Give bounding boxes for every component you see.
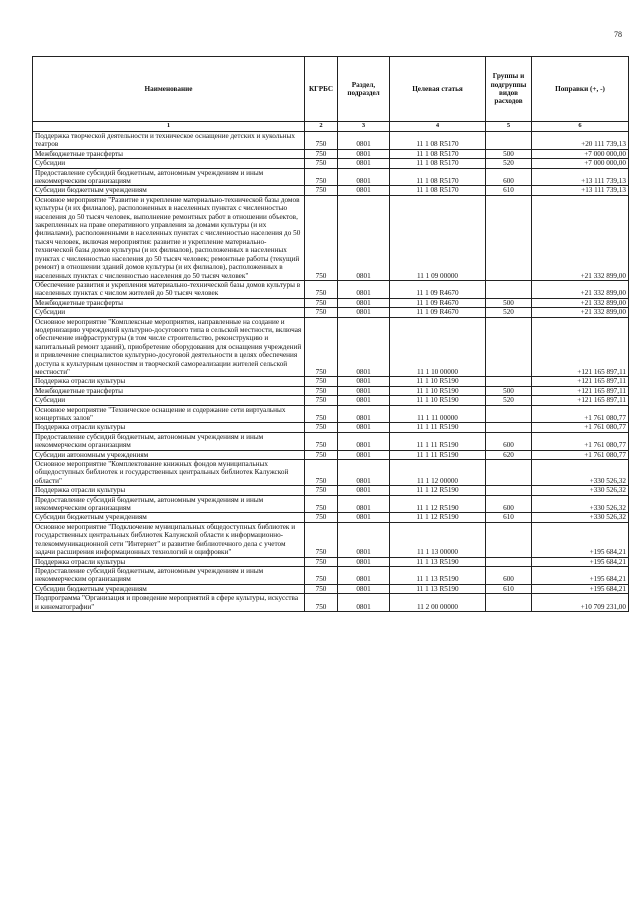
row-group: 610	[486, 513, 532, 522]
row-target: 11 1 12 R5190	[390, 513, 486, 522]
table-row	[33, 566, 629, 584]
row-target: 11 1 08 R5170	[390, 186, 486, 195]
row-kgrbs: 750	[305, 168, 338, 186]
row-amount: +195 684,21	[532, 584, 629, 593]
row-kgrbs: 750	[305, 386, 338, 395]
table-row	[33, 486, 629, 495]
row-amount: +21 332 899,00	[532, 195, 629, 280]
row-section: 0801	[338, 396, 390, 405]
col-number: 3	[338, 122, 390, 132]
row-amount: +195 684,21	[532, 557, 629, 566]
row-group: 610	[486, 186, 532, 195]
table-row	[33, 377, 629, 386]
row-group	[486, 405, 532, 423]
row-group	[486, 423, 532, 432]
table-row	[33, 594, 629, 612]
table-row	[33, 522, 629, 557]
row-section: 0801	[338, 450, 390, 459]
row-name: Субсидии бюджетным учреждениям	[33, 584, 305, 593]
row-kgrbs: 750	[305, 298, 338, 307]
row-section: 0801	[338, 280, 390, 298]
row-group: 600	[486, 495, 532, 513]
row-group: 520	[486, 396, 532, 405]
table-row	[33, 195, 629, 280]
col-number: 6	[532, 122, 629, 132]
row-amount: +13 111 739,13	[532, 186, 629, 195]
row-target: 11 1 08 R5170	[390, 149, 486, 158]
row-amount: +195 684,21	[532, 566, 629, 584]
row-section: 0801	[338, 566, 390, 584]
row-kgrbs: 750	[305, 566, 338, 584]
row-kgrbs: 750	[305, 450, 338, 459]
row-kgrbs: 750	[305, 594, 338, 612]
row-kgrbs: 750	[305, 432, 338, 450]
row-section: 0801	[338, 195, 390, 280]
table-row	[33, 557, 629, 566]
row-section: 0801	[338, 377, 390, 386]
table-row	[33, 159, 629, 168]
row-kgrbs: 750	[305, 195, 338, 280]
header-amendments: Поправки (+, -)	[532, 57, 629, 122]
row-amount: +330 526,32	[532, 460, 629, 486]
row-section: 0801	[338, 557, 390, 566]
row-name: Субсидии бюджетным учреждениям	[33, 513, 305, 522]
row-amount: +121 165 897,11	[532, 377, 629, 386]
row-group: 620	[486, 450, 532, 459]
table-row	[33, 495, 629, 513]
row-name: Основное мероприятие "Комплексные мероприятия, направленные на создание и модернизацию учреждений культурно-досугового типа в сельской местности, включая обеспечение инфраструктуры (в том числе строительство, реконструкцию и капитальный ремонт зданий), приобретение оборудования для оснащения учреждений и привлечение специалистов культурно-досуговой деятельности в целях обеспечения доступа к культурным ценностям и творческой самореализации жителей сельской местности"	[33, 317, 305, 377]
column-numbers-row	[33, 122, 629, 132]
row-group	[486, 486, 532, 495]
row-kgrbs: 750	[305, 584, 338, 593]
row-section: 0801	[338, 186, 390, 195]
row-amount: +330 526,32	[532, 495, 629, 513]
row-amount: +10 709 231,00	[532, 594, 629, 612]
table-row	[33, 405, 629, 423]
header-target: Целевая статья	[390, 57, 486, 122]
row-kgrbs: 750	[305, 317, 338, 377]
row-section: 0801	[338, 584, 390, 593]
row-group	[486, 460, 532, 486]
table-row	[33, 396, 629, 405]
row-name: Основное мероприятие "Комплектование книжных фондов муниципальных общедоступных библиотек и государственных центральных библиотек Калужской области"	[33, 460, 305, 486]
table-row	[33, 186, 629, 195]
col-number: 5	[486, 122, 532, 132]
row-target: 11 1 11 R5190	[390, 450, 486, 459]
row-name: Основное мероприятие "Развитие и укрепление материально-технической базы домов культуры (и их филиалов), расположенных в населенных пунктах с численностью населения до 50 тысяч человек, выполнение ремонтных работ в отношении объектов, закрепленных на праве оперативного управления за домами культуры (и их филиалами), расположенными в населенных пунктах с численностью населения до 50 тысяч человек, включая мероприятия: развитие и укрепление материально-технической базы домов культуры (и их филиалов), расположенных в населенных пунктах с численностью населения до 50 тысяч человек; ремонтные работы (текущий ремонт) в отношении зданий домов культуры (и их филиалов), расположенных в населенных пунктах с численностью населения до 50 тысяч человек"	[33, 195, 305, 280]
row-target: 11 1 10 R5190	[390, 377, 486, 386]
row-group: 610	[486, 584, 532, 593]
row-section: 0801	[338, 317, 390, 377]
row-kgrbs: 750	[305, 423, 338, 432]
row-group: 520	[486, 159, 532, 168]
row-section: 0801	[338, 405, 390, 423]
col-number: 1	[33, 122, 305, 132]
row-section: 0801	[338, 513, 390, 522]
table-row	[33, 132, 629, 150]
row-amount: +121 165 897,11	[532, 317, 629, 377]
row-section: 0801	[338, 159, 390, 168]
header-kgrbs: КГРБС	[305, 57, 338, 122]
row-group: 500	[486, 298, 532, 307]
row-kgrbs: 750	[305, 405, 338, 423]
row-target: 11 1 10 R5190	[390, 396, 486, 405]
row-section: 0801	[338, 423, 390, 432]
table-row	[33, 386, 629, 395]
row-group: 600	[486, 168, 532, 186]
row-kgrbs: 750	[305, 513, 338, 522]
table-row	[33, 513, 629, 522]
row-group	[486, 280, 532, 298]
row-section: 0801	[338, 168, 390, 186]
row-amount: +121 165 897,11	[532, 386, 629, 395]
row-amount: +20 111 739,13	[532, 132, 629, 150]
row-amount: +7 000 000,00	[532, 149, 629, 158]
row-name: Поддержка творческой деятельности и техническое оснащение детских и кукольных театров	[33, 132, 305, 150]
row-name: Межбюджетные трансферты	[33, 298, 305, 307]
row-target: 11 1 11 R5190	[390, 432, 486, 450]
row-name: Предоставление субсидий бюджетным, автономным учреждениям и иным некоммерческим организациям	[33, 432, 305, 450]
row-kgrbs: 750	[305, 460, 338, 486]
row-kgrbs: 750	[305, 557, 338, 566]
row-target: 11 1 08 R5170	[390, 132, 486, 150]
row-name: Предоставление субсидий бюджетным, автономным учреждениям и иным некоммерческим организациям	[33, 495, 305, 513]
row-group	[486, 132, 532, 150]
row-name: Межбюджетные трансферты	[33, 386, 305, 395]
row-name: Субсидии автономным учреждениям	[33, 450, 305, 459]
row-kgrbs: 750	[305, 377, 338, 386]
col-number: 4	[390, 122, 486, 132]
header-name: Наименование	[33, 57, 305, 122]
row-target: 11 1 12 R5190	[390, 486, 486, 495]
row-name: Субсидии	[33, 159, 305, 168]
row-target: 11 1 09 00000	[390, 195, 486, 280]
row-name: Поддержка отрасли культуры	[33, 423, 305, 432]
row-name: Субсидии	[33, 396, 305, 405]
row-target: 11 1 10 00000	[390, 317, 486, 377]
row-amount: +121 165 897,11	[532, 396, 629, 405]
table-body	[33, 132, 629, 612]
budget-table	[32, 56, 629, 612]
row-section: 0801	[338, 495, 390, 513]
row-kgrbs: 750	[305, 132, 338, 150]
row-group	[486, 195, 532, 280]
row-group: 500	[486, 149, 532, 158]
row-target: 11 1 12 00000	[390, 460, 486, 486]
row-section: 0801	[338, 486, 390, 495]
row-kgrbs: 750	[305, 396, 338, 405]
row-group: 520	[486, 308, 532, 317]
row-section: 0801	[338, 386, 390, 395]
row-kgrbs: 750	[305, 186, 338, 195]
row-group: 500	[486, 386, 532, 395]
row-amount: +330 526,32	[532, 513, 629, 522]
row-target: 11 1 13 R5190	[390, 584, 486, 593]
row-amount: +21 332 899,00	[532, 280, 629, 298]
row-section: 0801	[338, 298, 390, 307]
row-amount: +1 761 080,77	[532, 405, 629, 423]
row-kgrbs: 750	[305, 522, 338, 557]
row-group	[486, 557, 532, 566]
row-target: 11 1 09 R4670	[390, 308, 486, 317]
row-amount: +195 684,21	[532, 522, 629, 557]
table-row	[33, 450, 629, 459]
row-section: 0801	[338, 132, 390, 150]
row-target: 11 1 12 R5190	[390, 495, 486, 513]
row-amount: +1 761 080,77	[532, 423, 629, 432]
row-group	[486, 594, 532, 612]
header-section: Раздел, подраздел	[338, 57, 390, 122]
row-name: Поддержка отрасли культуры	[33, 377, 305, 386]
row-group	[486, 317, 532, 377]
table-row	[33, 423, 629, 432]
page-number: 78	[614, 30, 622, 39]
row-name: Подпрограмма "Организация и проведение мероприятий в сфере культуры, искусства и кинематографии"	[33, 594, 305, 612]
row-target: 11 1 13 00000	[390, 522, 486, 557]
table-row	[33, 280, 629, 298]
table-row	[33, 584, 629, 593]
row-target: 11 2 00 00000	[390, 594, 486, 612]
row-amount: +13 111 739,13	[532, 168, 629, 186]
row-target: 11 1 11 R5190	[390, 423, 486, 432]
row-section: 0801	[338, 594, 390, 612]
row-kgrbs: 750	[305, 308, 338, 317]
row-amount: +1 761 080,77	[532, 450, 629, 459]
row-group: 600	[486, 566, 532, 584]
row-amount: +21 332 899,00	[532, 308, 629, 317]
row-name: Субсидии	[33, 308, 305, 317]
row-name: Поддержка отрасли культуры	[33, 486, 305, 495]
row-name: Предоставление субсидий бюджетным, автономным учреждениям и иным некоммерческим организациям	[33, 168, 305, 186]
row-amount: +7 000 000,00	[532, 159, 629, 168]
row-kgrbs: 750	[305, 149, 338, 158]
row-name: Основное мероприятие "Техническое оснащение и содержание сети виртуальных концертных залов"	[33, 405, 305, 423]
row-target: 11 1 09 R4670	[390, 298, 486, 307]
row-group	[486, 522, 532, 557]
row-section: 0801	[338, 308, 390, 317]
col-number: 2	[305, 122, 338, 132]
header-groups: Группы и подгруппы видов расходов	[486, 57, 532, 122]
row-kgrbs: 750	[305, 280, 338, 298]
row-group: 600	[486, 432, 532, 450]
row-target: 11 1 11 00000	[390, 405, 486, 423]
table-row	[33, 308, 629, 317]
row-name: Поддержка отрасли культуры	[33, 557, 305, 566]
row-amount: +330 526,32	[532, 486, 629, 495]
row-name: Субсидии бюджетным учреждениям	[33, 186, 305, 195]
row-name: Основное мероприятие "Подключение муниципальных общедоступных библиотек и государственных центральных библиотек Калужской области к информационно-телекоммуникационной сети "Интернет" и развитие библиотечного дела с учетом задачи расширения информационных технологий и оцифровки"	[33, 522, 305, 557]
row-name: Обеспечение развития и укрепления материально-технической базы домов культуры в населенных пунктах с числом жителей до 50 тысяч человек	[33, 280, 305, 298]
row-kgrbs: 750	[305, 159, 338, 168]
table-row	[33, 298, 629, 307]
row-target: 11 1 09 R4670	[390, 280, 486, 298]
row-target: 11 1 10 R5190	[390, 386, 486, 395]
row-amount: +1 761 080,77	[532, 432, 629, 450]
row-section: 0801	[338, 522, 390, 557]
row-target: 11 1 08 R5170	[390, 168, 486, 186]
row-amount: +21 332 899,00	[532, 298, 629, 307]
table-header-row	[33, 57, 629, 122]
table-row	[33, 168, 629, 186]
table-row	[33, 149, 629, 158]
row-section: 0801	[338, 149, 390, 158]
row-section: 0801	[338, 460, 390, 486]
table-row	[33, 432, 629, 450]
row-kgrbs: 750	[305, 495, 338, 513]
row-name: Предоставление субсидий бюджетным, автономным учреждениям и иным некоммерческим организациям	[33, 566, 305, 584]
table-row	[33, 460, 629, 486]
row-target: 11 1 13 R5190	[390, 566, 486, 584]
table-row	[33, 317, 629, 377]
row-group	[486, 377, 532, 386]
row-target: 11 1 13 R5190	[390, 557, 486, 566]
row-name: Межбюджетные трансферты	[33, 149, 305, 158]
row-kgrbs: 750	[305, 486, 338, 495]
row-target: 11 1 08 R5170	[390, 159, 486, 168]
row-section: 0801	[338, 432, 390, 450]
